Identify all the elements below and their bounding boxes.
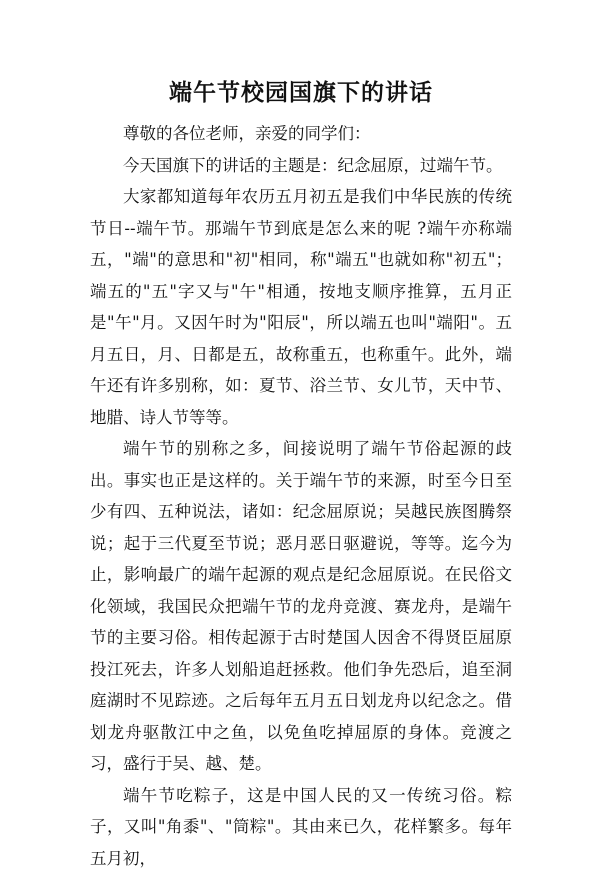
paragraph-zongzi: 端午节吃粽子，这是中国人民的又一传统习俗。粽子，又叫"角黍"、"筒粽"。其由来已久，花样繁多。每年五月初， <box>90 780 512 874</box>
document-title: 端午节校园国旗下的讲话 <box>90 78 512 118</box>
paragraph-greeting: 尊敬的各位老师，亲爱的同学们： <box>90 118 512 150</box>
paragraph-origin-of-name: 大家都知道每年农历五月初五是我们中华民族的传统节日--端午节。那端午节到底是怎么来的呢 ?端午亦称端五，"端"的意思和"初"相同，称"端五"也就如称"初五"；端五的"五"字又与"午"相通，按地支顺序推算，五月正是"午"月。又因午时为"阳辰"，所以端五也叫"端阳"。五月五日，月、日都是五，故称重五，也称重午。此外，端午还有许多别称，如：夏节、浴兰节、女儿节，天中节、地腊、诗人节等等。 <box>90 181 512 433</box>
paragraph-topic: 今天国旗下的讲话的主题是：纪念屈原，过端午节。 <box>90 150 512 182</box>
paragraph-origin-theories: 端午节的别称之多，间接说明了端午节俗起源的歧出。事实也正是这样的。关于端午节的来源，时至今日至少有四、五种说法，诸如：纪念屈原说；吴越民族图腾祭说；起于三代夏至节说；恶月恶日驱避说，等等。迄今为止，影响最广的端午起源的观点是纪念屈原说。在民俗文化领域，我国民众把端午节的龙舟竞渡、赛龙舟，是端午节的主要习俗。相传起源于古时楚国人因舍不得贤臣屈原投江死去，许多人划船追赶拯救。他们争先恐后，追至洞庭湖时不见踪迹。之后每年五月五日划龙舟以纪念之。借划龙舟驱散江中之鱼，以免鱼吃掉屈原的身体。竞渡之习，盛行于吴、越、楚。 <box>90 433 512 780</box>
